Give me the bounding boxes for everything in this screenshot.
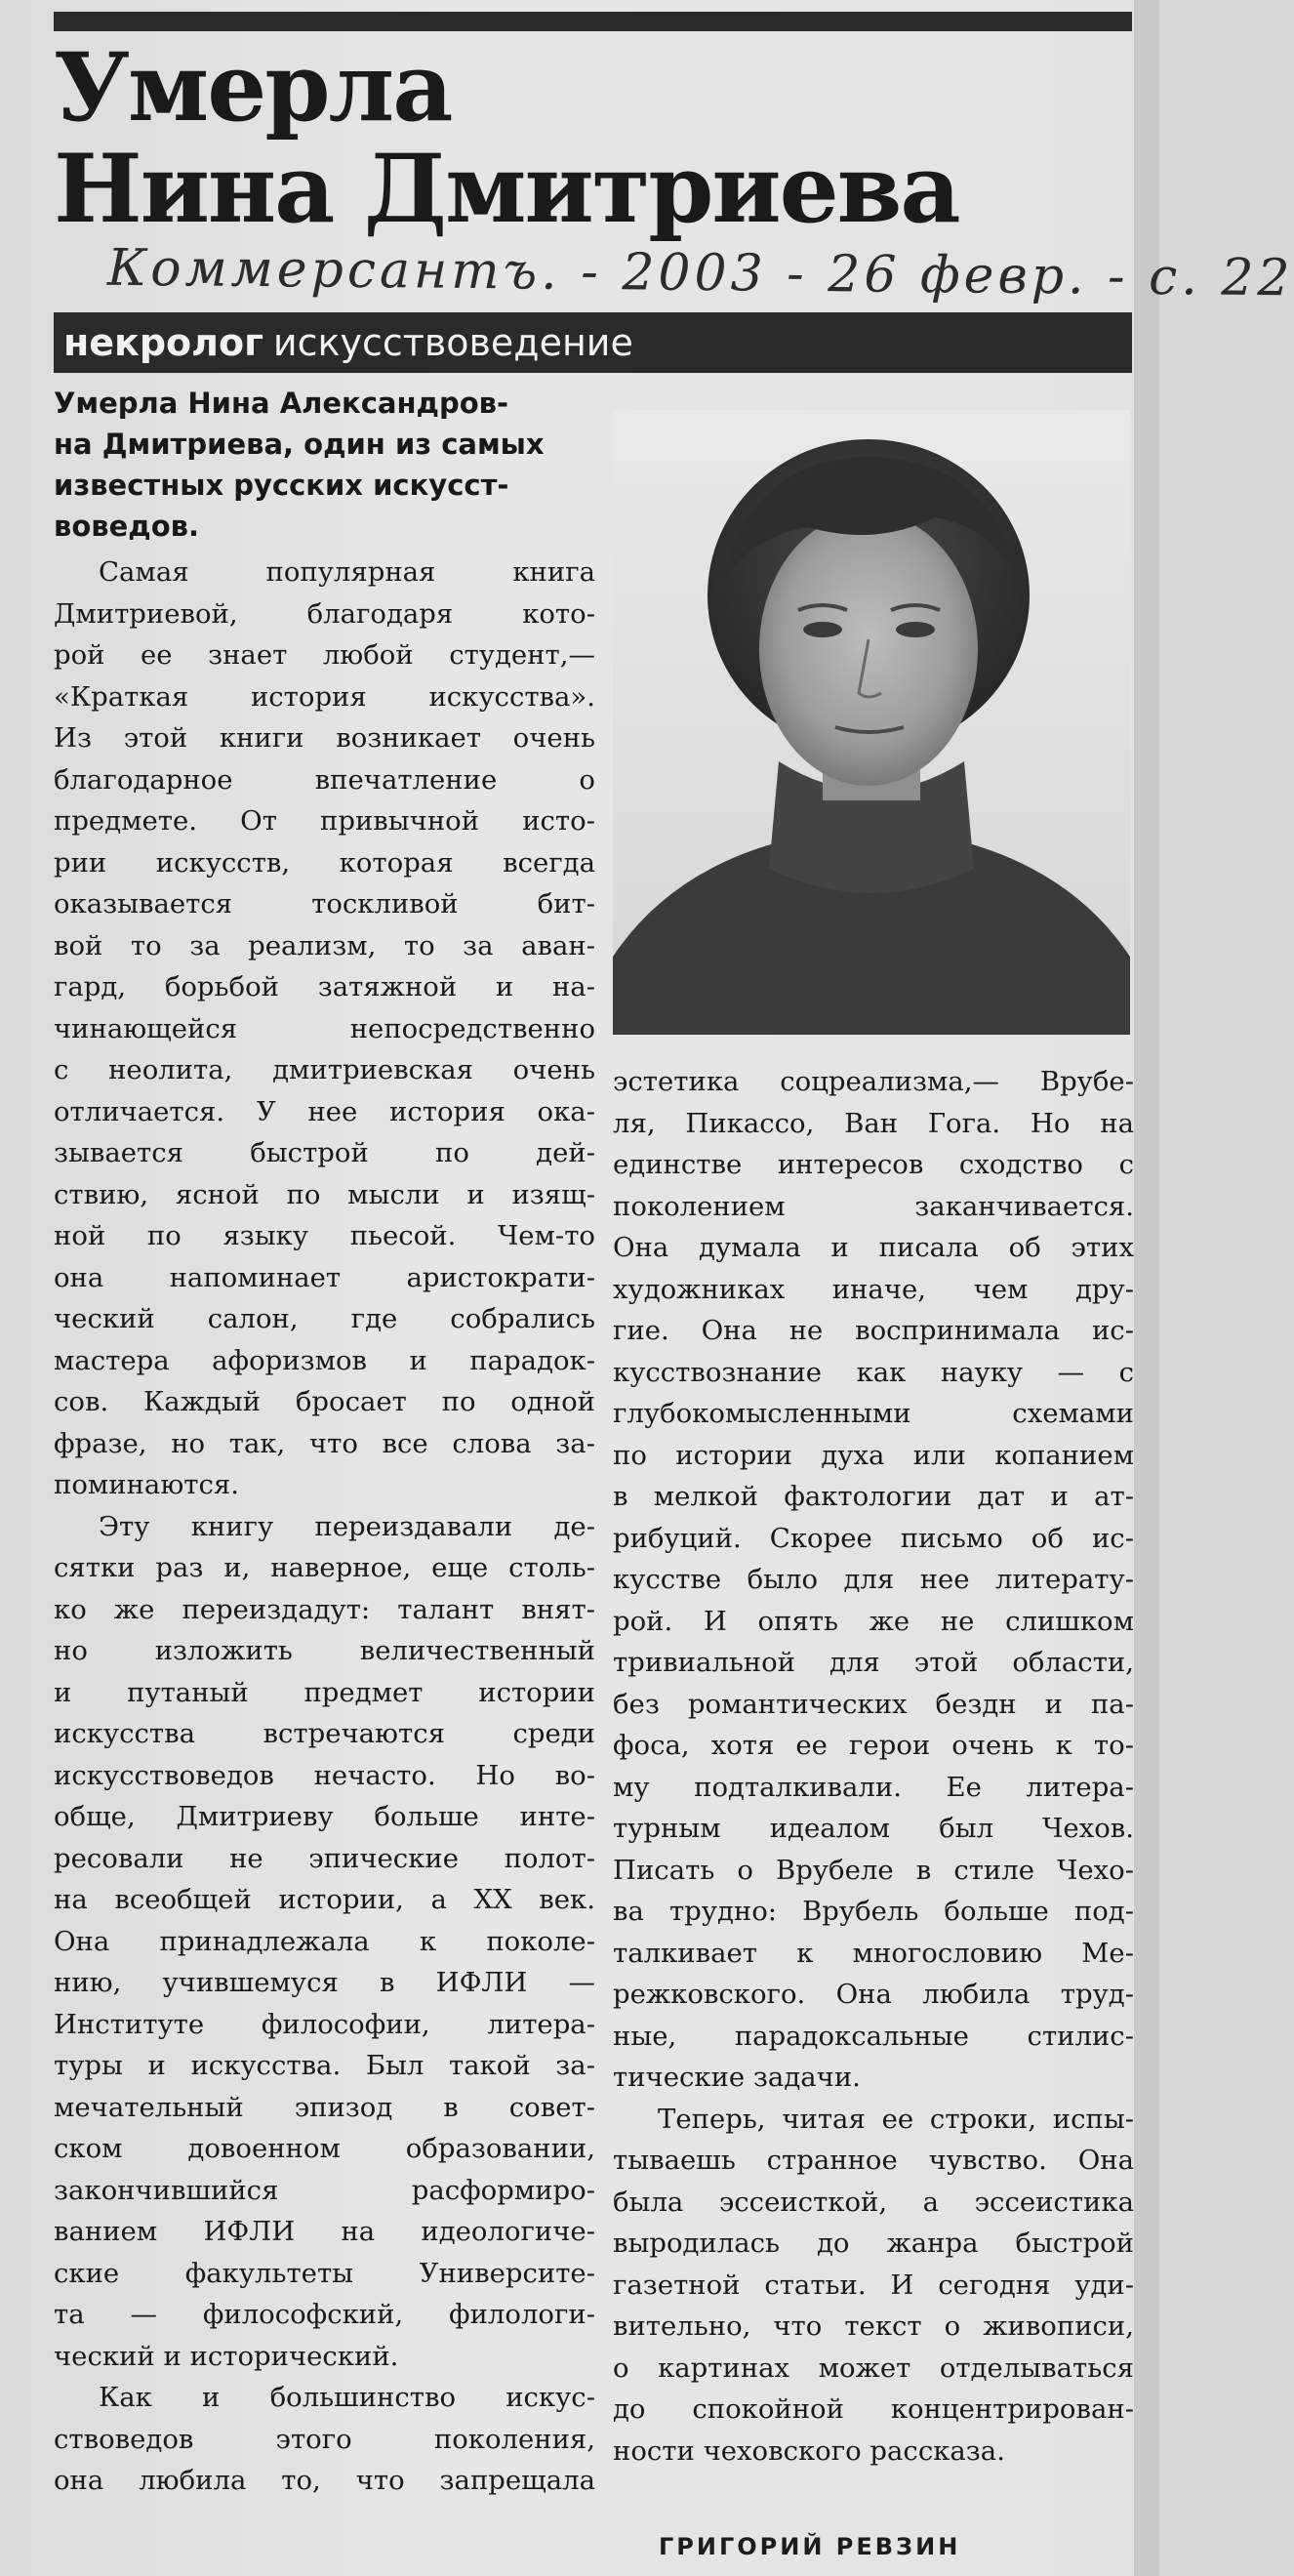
text-line: мечательный эпизод в совет- bbox=[54, 2091, 595, 2123]
text-line: ные, парадоксальные стилис- bbox=[613, 2020, 1134, 2052]
text-line: искусства встречаются среди bbox=[54, 1718, 595, 1749]
text-line: фразе, но так, что все слова за- bbox=[54, 1427, 595, 1459]
text-line: Писать о Врубеле в стиле Чехо- bbox=[613, 1854, 1134, 1886]
text-line: и путаный предмет истории bbox=[54, 1676, 595, 1708]
handwritten-citation: Коммерсантъ. - 2003 - 26 февр. - с. 22 bbox=[106, 238, 1294, 308]
text-line: выродилась до жанра быстрой bbox=[613, 2228, 1134, 2259]
text-line: но изложить величественный bbox=[54, 1635, 595, 1666]
text-line: Из этой книги возникает очень bbox=[54, 722, 595, 754]
text-line: рии искусств, которая всегда bbox=[54, 846, 595, 879]
text-line: тривиальной для этой области, bbox=[613, 1647, 1134, 1678]
text-line: ности чеховского рассказа. bbox=[613, 2434, 1005, 2467]
text-line: фоса, хотя ее герои очень к то- bbox=[613, 1730, 1134, 1761]
text-line: закончившийся расформиро- bbox=[54, 2174, 595, 2206]
text-line: вительно, что текст о живописи, bbox=[613, 2310, 1134, 2342]
text-line: сов. Каждый бросает по одной bbox=[54, 1386, 595, 1417]
text-line: эстетика соцреализма,— Врубе- bbox=[613, 1066, 1134, 1097]
text-line: турным идеалом был Чехов. bbox=[613, 1813, 1134, 1844]
text-line: с неолита, дмитриевская очень bbox=[54, 1054, 595, 1085]
text-line: сятки раз и, наверное, еще столь- bbox=[54, 1552, 595, 1583]
text-line: Дмитриевой, благодаря кото- bbox=[54, 597, 595, 630]
headline bbox=[54, 32, 1030, 244]
text-line: му подталкивали. Ее литера- bbox=[613, 1771, 1134, 1803]
text-line: поминаются. bbox=[54, 1469, 239, 1500]
article-column-right bbox=[613, 1061, 1134, 2472]
text-line: кусстве было для нее литерату- bbox=[613, 1564, 1134, 1595]
text-line: о картинах может отделываться bbox=[613, 2351, 1134, 2384]
text-line: до спокойной концентрирован- bbox=[613, 2393, 1134, 2425]
text-line: по истории духа или копанием bbox=[613, 1439, 1134, 1471]
text-line: отличается. У нее история ока- bbox=[54, 1095, 595, 1127]
text-line: газетной статьи. И сегодня уди- bbox=[613, 2269, 1134, 2301]
text-line: Теперь, читая ее строки, испы- bbox=[658, 2103, 1134, 2135]
text-line: Она принадлежала к поколе- bbox=[54, 1925, 595, 1957]
text-line: вой то за реализм, то за аван- bbox=[54, 929, 595, 961]
text-line: ля, Пикассо, Ван Гога. Но на bbox=[613, 1107, 1134, 1139]
lead-line: известных русских искусст- bbox=[54, 469, 509, 502]
text-line: талкивает к многословию Ме- bbox=[613, 1937, 1134, 1969]
text-line: обще, Дмитриеву больше инте- bbox=[54, 1801, 595, 1832]
text-line: она напоминает аристократи- bbox=[54, 1261, 595, 1293]
text-line: на всеобщей истории, а XX век. bbox=[54, 1884, 595, 1915]
text-line: поколением заканчивается. bbox=[613, 1190, 1134, 1222]
text-line: кусствознание как науку — с bbox=[613, 1356, 1134, 1388]
text-line: режковского. Она любила труд- bbox=[613, 1979, 1134, 2010]
text-line: благодарное впечатление о bbox=[54, 763, 595, 796]
adjacent-column-edge bbox=[1134, 0, 1159, 2576]
text-line: ском довоенном образовании, bbox=[54, 2133, 595, 2164]
text-line: рой ее знает любой студент,— bbox=[54, 639, 595, 671]
text-line: ствию, ясной по мысли и изящ- bbox=[54, 1178, 595, 1210]
text-line: рой. И опять же не слишком bbox=[613, 1605, 1134, 1637]
text-line: та — философский, филологи- bbox=[54, 2299, 595, 2330]
text-line: она любила то, что запрещала bbox=[54, 2465, 595, 2496]
rubric-section: некролог bbox=[63, 321, 263, 364]
text-line: Как и большинство искус- bbox=[99, 2382, 595, 2413]
rubric-topic: искусствоведение bbox=[272, 321, 633, 364]
text-line: ческий салон, где собрались bbox=[54, 1303, 595, 1334]
text-line: чинающейся непосредственно bbox=[54, 1012, 595, 1044]
lead-line: Умерла Нина Александров- bbox=[54, 387, 509, 420]
portrait-photo bbox=[613, 410, 1130, 1035]
text-line: ствоведов этого поколения, bbox=[54, 2423, 595, 2455]
text-line: глубокомысленными схемами bbox=[613, 1398, 1134, 1429]
text-line: без романтических бездн и па- bbox=[613, 1688, 1134, 1720]
text-line: в мелкой фактологии дат и ат- bbox=[613, 1481, 1134, 1512]
byline: ГРИГОРИЙ РЕВЗИН bbox=[659, 2533, 961, 2560]
text-line: гие. Она не воспринимала ис- bbox=[613, 1315, 1134, 1346]
text-line: ресовали не эпические полот- bbox=[54, 1842, 595, 1874]
text-line: тические задачи. bbox=[613, 2062, 861, 2093]
text-line: нию, учившемуся в ИФЛИ — bbox=[54, 1967, 595, 1998]
text-line: гард, борьбой затяжной и на- bbox=[54, 971, 595, 1002]
text-line: ко же переиздадут: талант внят- bbox=[54, 1593, 595, 1625]
text-line: ческий и исторический. bbox=[54, 2340, 399, 2372]
text-line: Она думала и писала об этих bbox=[613, 1232, 1134, 1263]
headline-line-2: Нина Дмитриева bbox=[54, 134, 959, 244]
text-line: ванием ИФЛИ на идеологиче- bbox=[54, 2216, 595, 2247]
text-line: ной по языку пьесой. Чем-то bbox=[54, 1220, 595, 1251]
text-line: Самая популярная книга bbox=[99, 556, 595, 588]
lead-line: воведов. bbox=[54, 510, 200, 543]
lead-line: на Дмитриева, один из самых bbox=[54, 428, 545, 461]
text-line: зывается быстрой по дей- bbox=[54, 1137, 595, 1168]
text-line: была эссеисткой, а эссеистика bbox=[613, 2186, 1134, 2218]
text-line: «Краткая история искусства». bbox=[54, 680, 595, 713]
top-rule bbox=[54, 12, 1132, 31]
text-line: оказывается тоскливой бит- bbox=[54, 888, 595, 920]
text-line: художниках иначе, чем дру- bbox=[613, 1273, 1134, 1305]
text-line: ские факультеты Университе- bbox=[54, 2257, 595, 2289]
lead-paragraph bbox=[54, 383, 600, 547]
text-line: Институте философии, литера- bbox=[54, 2008, 595, 2040]
text-line: предмете. От привычной исто- bbox=[54, 805, 595, 837]
rubric-bar bbox=[54, 312, 1132, 373]
text-line: рибуций. Скорее письмо об ис- bbox=[613, 1522, 1134, 1554]
text-line: туры и искусства. Был такой за- bbox=[54, 2050, 595, 2081]
text-line: единстве интересов сходство с bbox=[613, 1149, 1134, 1180]
text-line: Эту книгу переиздавали де- bbox=[99, 1510, 595, 1542]
text-line: ва трудно: Врубель больше под- bbox=[613, 1896, 1134, 1927]
article-column-left bbox=[54, 552, 595, 2502]
text-line: тываешь странное чувство. Она bbox=[613, 2145, 1134, 2176]
text-line: искусствоведов нечасто. Но во- bbox=[54, 1759, 595, 1791]
portrait-illustration bbox=[613, 410, 1130, 1035]
text-line: мастера афоризмов и парадок- bbox=[54, 1344, 595, 1376]
headline-line-1: Умерла bbox=[54, 32, 452, 143]
